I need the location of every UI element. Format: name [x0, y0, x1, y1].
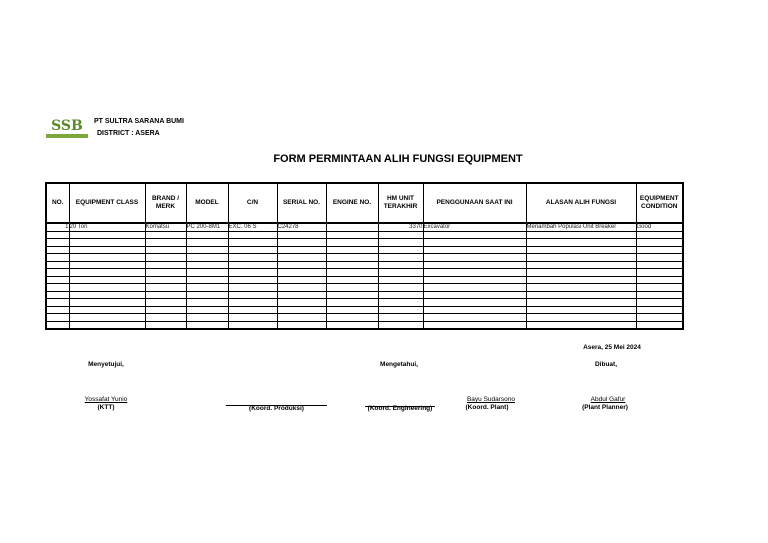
empty-cell: [46, 239, 69, 247]
planner-name: Abdul Gafur: [590, 396, 626, 403]
empty-cell: [378, 261, 423, 269]
empty-cell: [46, 306, 69, 314]
empty-cell: [277, 239, 326, 247]
empty-cell: [145, 284, 186, 292]
empty-cell: [145, 276, 186, 284]
empty-cell: [69, 239, 145, 247]
empty-table-row: [46, 246, 683, 254]
company-name: PT SULTRA SARANA BUMI: [94, 118, 184, 125]
cell-model: PC 200-8M1: [186, 223, 228, 231]
empty-cell: [228, 231, 277, 239]
cell-cn: EXC. 06 S: [228, 223, 277, 231]
empty-cell: [326, 254, 378, 262]
empty-cell: [186, 269, 228, 277]
empty-cell: [46, 284, 69, 292]
empty-cell: [46, 254, 69, 262]
empty-table-row: [46, 291, 683, 299]
col-header: PENGGUNAAN SAAT INI: [423, 183, 526, 223]
empty-cell: [186, 314, 228, 322]
empty-cell: [636, 254, 683, 262]
empty-cell: [378, 254, 423, 262]
plant-name: Bayu Sudarsono: [466, 396, 516, 403]
empty-cell: [69, 291, 145, 299]
place-date: Asera, 25 Mei 2024: [583, 344, 641, 351]
cell-serial: C24278: [277, 223, 326, 231]
empty-cell: [526, 299, 636, 307]
col-header: EQUIPMENT CONDITION: [636, 183, 683, 223]
empty-cell: [326, 239, 378, 247]
form-title: FORM PERMINTAAN ALIH FUNGSI EQUIPMENT: [273, 153, 523, 165]
empty-cell: [423, 254, 526, 262]
empty-cell: [526, 231, 636, 239]
empty-cell: [277, 276, 326, 284]
empty-cell: [46, 299, 69, 307]
empty-cell: [69, 306, 145, 314]
empty-cell: [277, 246, 326, 254]
empty-table-row: [46, 261, 683, 269]
empty-cell: [636, 321, 683, 329]
empty-cell: [228, 299, 277, 307]
empty-cell: [69, 246, 145, 254]
empty-cell: [378, 321, 423, 329]
district-label: DISTRICT : ASERA: [97, 130, 160, 137]
empty-cell: [423, 239, 526, 247]
empty-cell: [69, 276, 145, 284]
produksi-role: (Koord. Produksi): [249, 405, 304, 412]
empty-cell: [69, 284, 145, 292]
cell-condition: Good: [636, 223, 683, 231]
empty-cell: [145, 321, 186, 329]
empty-cell: [145, 231, 186, 239]
empty-cell: [228, 261, 277, 269]
ktt-name: Yossafat Yunio: [84, 396, 128, 403]
empty-cell: [145, 299, 186, 307]
empty-cell: [636, 269, 683, 277]
empty-cell: [46, 269, 69, 277]
empty-cell: [378, 276, 423, 284]
cell-brand: Komatsu: [145, 223, 186, 231]
empty-cell: [636, 291, 683, 299]
empty-cell: [186, 291, 228, 299]
cell-engine: [326, 223, 378, 231]
empty-cell: [277, 254, 326, 262]
svg-text:SSB: SSB: [51, 118, 83, 134]
empty-cell: [277, 314, 326, 322]
empty-cell: [228, 269, 277, 277]
empty-cell: [277, 261, 326, 269]
made-label: Dibuat,: [594, 361, 618, 368]
empty-cell: [636, 314, 683, 322]
empty-cell: [423, 321, 526, 329]
empty-cell: [186, 239, 228, 247]
empty-cell: [526, 306, 636, 314]
empty-cell: [526, 276, 636, 284]
col-header: EQUIPMENT CLASS: [69, 183, 145, 223]
empty-cell: [526, 321, 636, 329]
engineering-role: (Koord. Engineering): [367, 405, 433, 412]
empty-cell: [423, 284, 526, 292]
empty-cell: [277, 306, 326, 314]
empty-cell: [636, 306, 683, 314]
empty-cell: [186, 261, 228, 269]
empty-cell: [378, 239, 423, 247]
table-header-row: [46, 183, 683, 223]
empty-table-row: [46, 254, 683, 262]
acknowledged-label: Mengetahui,: [380, 361, 418, 368]
equipment-table: [45, 182, 684, 330]
empty-cell: [277, 299, 326, 307]
col-header: MODEL: [186, 183, 228, 223]
empty-cell: [423, 269, 526, 277]
empty-cell: [69, 231, 145, 239]
empty-cell: [526, 261, 636, 269]
empty-cell: [636, 299, 683, 307]
empty-cell: [526, 239, 636, 247]
col-header: SERIAL NO.: [277, 183, 326, 223]
cell-no: 1: [46, 223, 69, 231]
empty-cell: [69, 321, 145, 329]
company-logo: [44, 113, 90, 141]
empty-cell: [228, 306, 277, 314]
empty-cell: [326, 261, 378, 269]
empty-cell: [186, 254, 228, 262]
empty-cell: [326, 246, 378, 254]
empty-cell: [228, 239, 277, 247]
empty-cell: [423, 261, 526, 269]
empty-table-row: [46, 284, 683, 292]
empty-cell: [636, 261, 683, 269]
empty-cell: [423, 276, 526, 284]
empty-table-row: [46, 269, 683, 277]
plant-role: (Koord. Plant): [465, 404, 509, 411]
empty-cell: [228, 291, 277, 299]
empty-cell: [186, 306, 228, 314]
empty-cell: [46, 246, 69, 254]
empty-cell: [46, 314, 69, 322]
empty-cell: [277, 291, 326, 299]
empty-cell: [378, 314, 423, 322]
empty-cell: [186, 276, 228, 284]
empty-cell: [69, 261, 145, 269]
empty-cell: [423, 291, 526, 299]
col-header: BRAND / MERK: [145, 183, 186, 223]
empty-cell: [277, 231, 326, 239]
empty-cell: [526, 246, 636, 254]
col-header: HM UNIT TERAKHIR: [378, 183, 423, 223]
empty-cell: [69, 314, 145, 322]
col-header: ENGINE NO.: [326, 183, 378, 223]
empty-cell: [145, 314, 186, 322]
planner-role: (Plant Planner): [582, 404, 628, 411]
empty-cell: [378, 291, 423, 299]
empty-cell: [526, 284, 636, 292]
empty-cell: [277, 321, 326, 329]
col-header: ALASAN ALIH FUNGSI: [526, 183, 636, 223]
empty-cell: [636, 239, 683, 247]
empty-cell: [526, 291, 636, 299]
empty-cell: [186, 284, 228, 292]
empty-cell: [423, 314, 526, 322]
empty-table-row: [46, 321, 683, 329]
empty-cell: [145, 254, 186, 262]
col-header: C/N: [228, 183, 277, 223]
cell-hm: 3370: [378, 223, 423, 231]
empty-cell: [423, 299, 526, 307]
cell-usage: Excavator: [423, 223, 526, 231]
empty-cell: [526, 269, 636, 277]
empty-cell: [46, 291, 69, 299]
empty-cell: [423, 246, 526, 254]
empty-cell: [636, 276, 683, 284]
empty-cell: [186, 231, 228, 239]
empty-cell: [326, 299, 378, 307]
empty-cell: [326, 321, 378, 329]
empty-cell: [46, 231, 69, 239]
empty-cell: [378, 299, 423, 307]
empty-cell: [46, 261, 69, 269]
empty-cell: [378, 269, 423, 277]
empty-table-row: [46, 299, 683, 307]
empty-table-row: [46, 306, 683, 314]
empty-cell: [145, 239, 186, 247]
empty-cell: [69, 254, 145, 262]
empty-cell: [378, 246, 423, 254]
empty-table-row: [46, 314, 683, 322]
empty-cell: [326, 284, 378, 292]
empty-cell: [145, 291, 186, 299]
approved-label: Menyetujui,: [88, 361, 124, 368]
empty-cell: [326, 269, 378, 277]
empty-table-row: [46, 276, 683, 284]
empty-cell: [378, 231, 423, 239]
empty-cell: [145, 246, 186, 254]
empty-cell: [636, 231, 683, 239]
empty-cell: [526, 254, 636, 262]
empty-cell: [423, 231, 526, 239]
empty-cell: [277, 269, 326, 277]
cell-class: 20 Ton: [69, 223, 145, 231]
empty-cell: [228, 321, 277, 329]
empty-cell: [378, 306, 423, 314]
empty-cell: [46, 276, 69, 284]
empty-cell: [378, 284, 423, 292]
empty-cell: [526, 314, 636, 322]
cell-reason: Menambah Populasi Unit Breaker: [526, 223, 636, 231]
empty-table-row: [46, 231, 683, 239]
empty-cell: [326, 291, 378, 299]
empty-cell: [228, 246, 277, 254]
empty-cell: [423, 306, 526, 314]
empty-cell: [228, 314, 277, 322]
empty-cell: [326, 231, 378, 239]
empty-cell: [326, 276, 378, 284]
empty-cell: [636, 284, 683, 292]
empty-cell: [145, 269, 186, 277]
empty-cell: [186, 321, 228, 329]
ktt-role: (KTT): [97, 404, 115, 411]
empty-cell: [186, 299, 228, 307]
empty-cell: [228, 254, 277, 262]
empty-cell: [228, 284, 277, 292]
col-header: NO.: [46, 183, 69, 223]
empty-cell: [277, 284, 326, 292]
empty-cell: [186, 246, 228, 254]
empty-cell: [69, 269, 145, 277]
empty-cell: [228, 276, 277, 284]
empty-cell: [326, 314, 378, 322]
empty-cell: [46, 321, 69, 329]
table-row: [46, 223, 683, 231]
empty-cell: [145, 261, 186, 269]
empty-cell: [636, 246, 683, 254]
empty-cell: [326, 306, 378, 314]
empty-cell: [145, 306, 186, 314]
empty-cell: [69, 299, 145, 307]
empty-table-row: [46, 239, 683, 247]
